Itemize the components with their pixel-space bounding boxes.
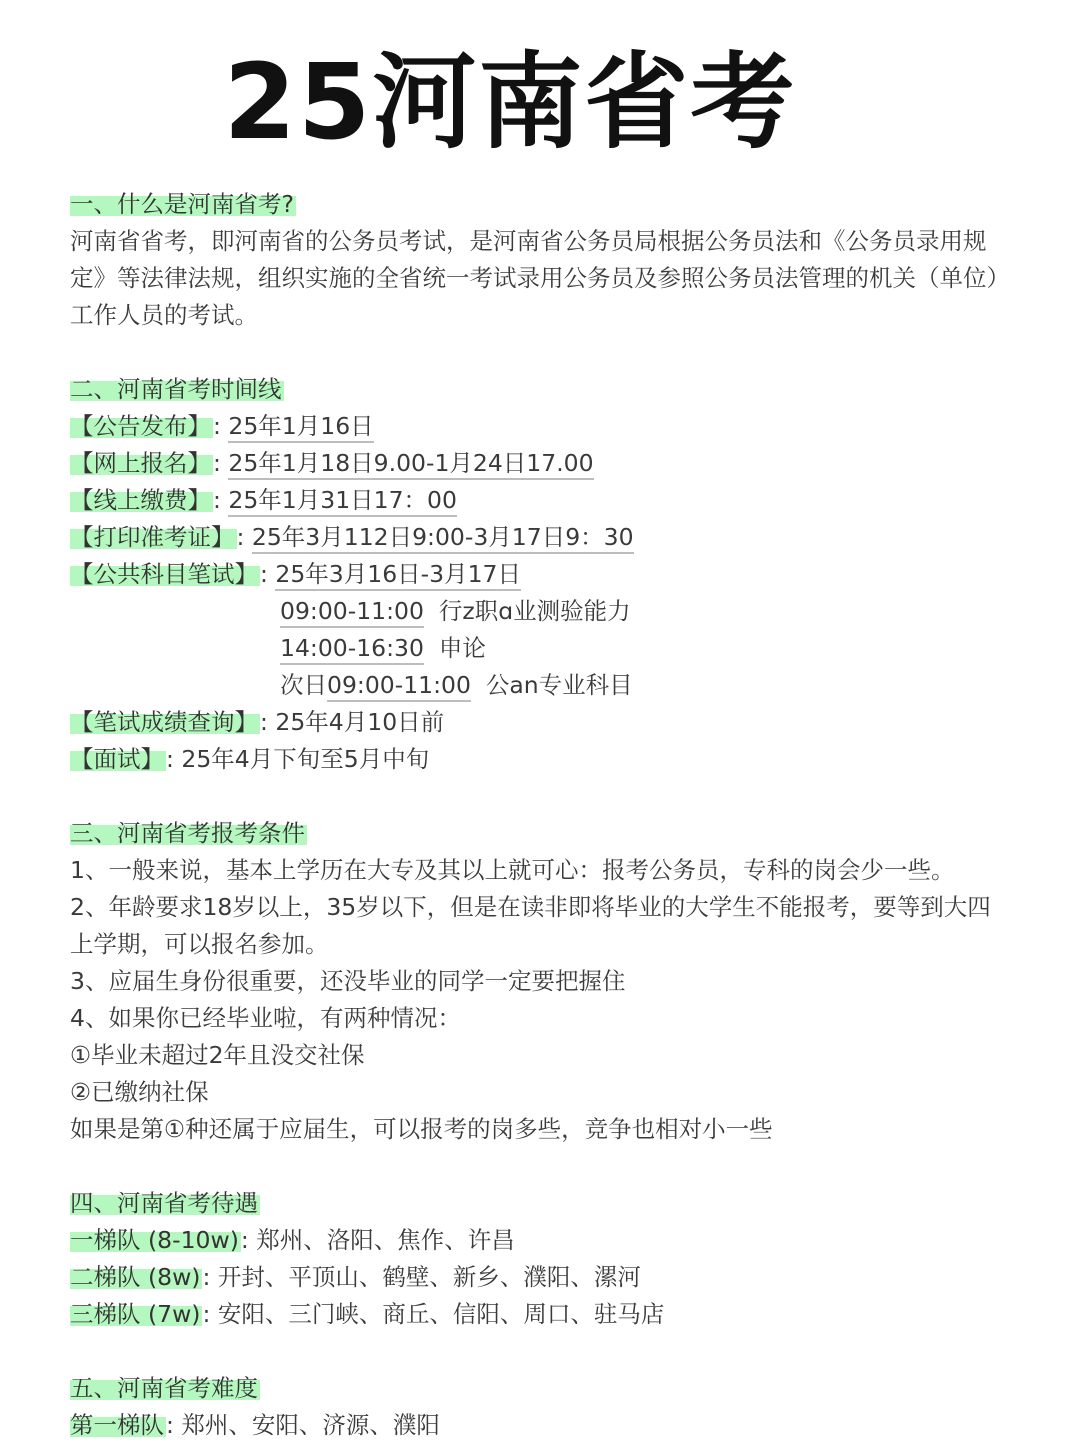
timeline-row: 【网上报名】: 25年1月18日9.00-1月24日17.00 — [70, 445, 1010, 482]
condition-item: 2、年龄要求18岁以上，35岁以下，但是在读非即将毕业的大学生不能报考，要等到大四上学期，可以报名参加。 — [70, 893, 991, 958]
condition-item: ②已缴纳社保 — [70, 1078, 209, 1106]
timeline-row: 【公告发布】: 25年1月16日 — [70, 408, 1010, 445]
section-1-heading: 一、什么是河南省考? — [70, 190, 294, 218]
difficulty-tier: 第一梯队: 郑州、安阳、济源、濮阳 — [70, 1411, 440, 1439]
section-2-heading: 二、河南省考时间线 — [70, 375, 282, 403]
condition-item: 1、一般来说，基本上学历在大专及其以上就可心：报考公务员，专科的岗会少一些。 — [70, 856, 955, 884]
exam-session: 次日09:00-11:00 公an专业科目 — [70, 667, 1010, 704]
timeline-row: 【线上缴费】: 25年1月31日17：00 — [70, 482, 1010, 519]
exam-session: 14:00-16:30 申论 — [70, 630, 1010, 667]
timeline-row: 【面试】: 25年4月下旬至5月中旬 — [70, 745, 430, 773]
exam-session: 09:00-11:00 行z职ɑ业测验能力 — [70, 593, 1010, 630]
condition-item: 3、应届生身份很重要，还没毕业的同学一定要把握住 — [70, 967, 626, 995]
condition-item: 如果是第①种还属于应届生，可以报考的岗多些，竞争也相对小一些 — [70, 1115, 773, 1143]
salary-tier: 二梯队 (8w): 开封、平顶山、鹤壁、新乡、濮阳、漯河 — [70, 1263, 641, 1291]
timeline-row: 【笔试成绩查询】: 25年4月10日前 — [70, 708, 445, 736]
page-title: 25河南省考 — [223, 41, 797, 163]
condition-item: ①毕业未超过2年且没交社保 — [70, 1041, 365, 1069]
timeline-row: 【公共科目笔试】: 25年3月16日-3月17日 — [70, 556, 1010, 593]
timeline-row: 【打印准考证】: 25年3月112日9:00-3月17日9：30 — [70, 519, 1010, 556]
salary-tier: 一梯队 (8-10w): 郑州、洛阳、焦作、许昌 — [70, 1226, 515, 1254]
salary-tier: 三梯队 (7w): 安阳、三门峡、商丘、信阳、周口、驻马店 — [70, 1300, 665, 1328]
article-body — [70, 186, 1010, 1444]
section-3-heading: 三、河南省考报考条件 — [70, 819, 305, 847]
section-1-body: 河南省省考，即河南省的公务员考试，是河南省公务员局根据公务员法和《公务员录用规定》等法律法规，组织实施的全省统一考试录用公务员及参照公务员法管理的机关（单位）工作人员的考试。 — [70, 227, 1010, 329]
condition-item: 4、如果你已经毕业啦，有两种情况： — [70, 1004, 461, 1032]
section-4-heading: 四、河南省考待遇 — [70, 1189, 258, 1217]
section-5-heading: 五、河南省考难度 — [70, 1374, 258, 1402]
